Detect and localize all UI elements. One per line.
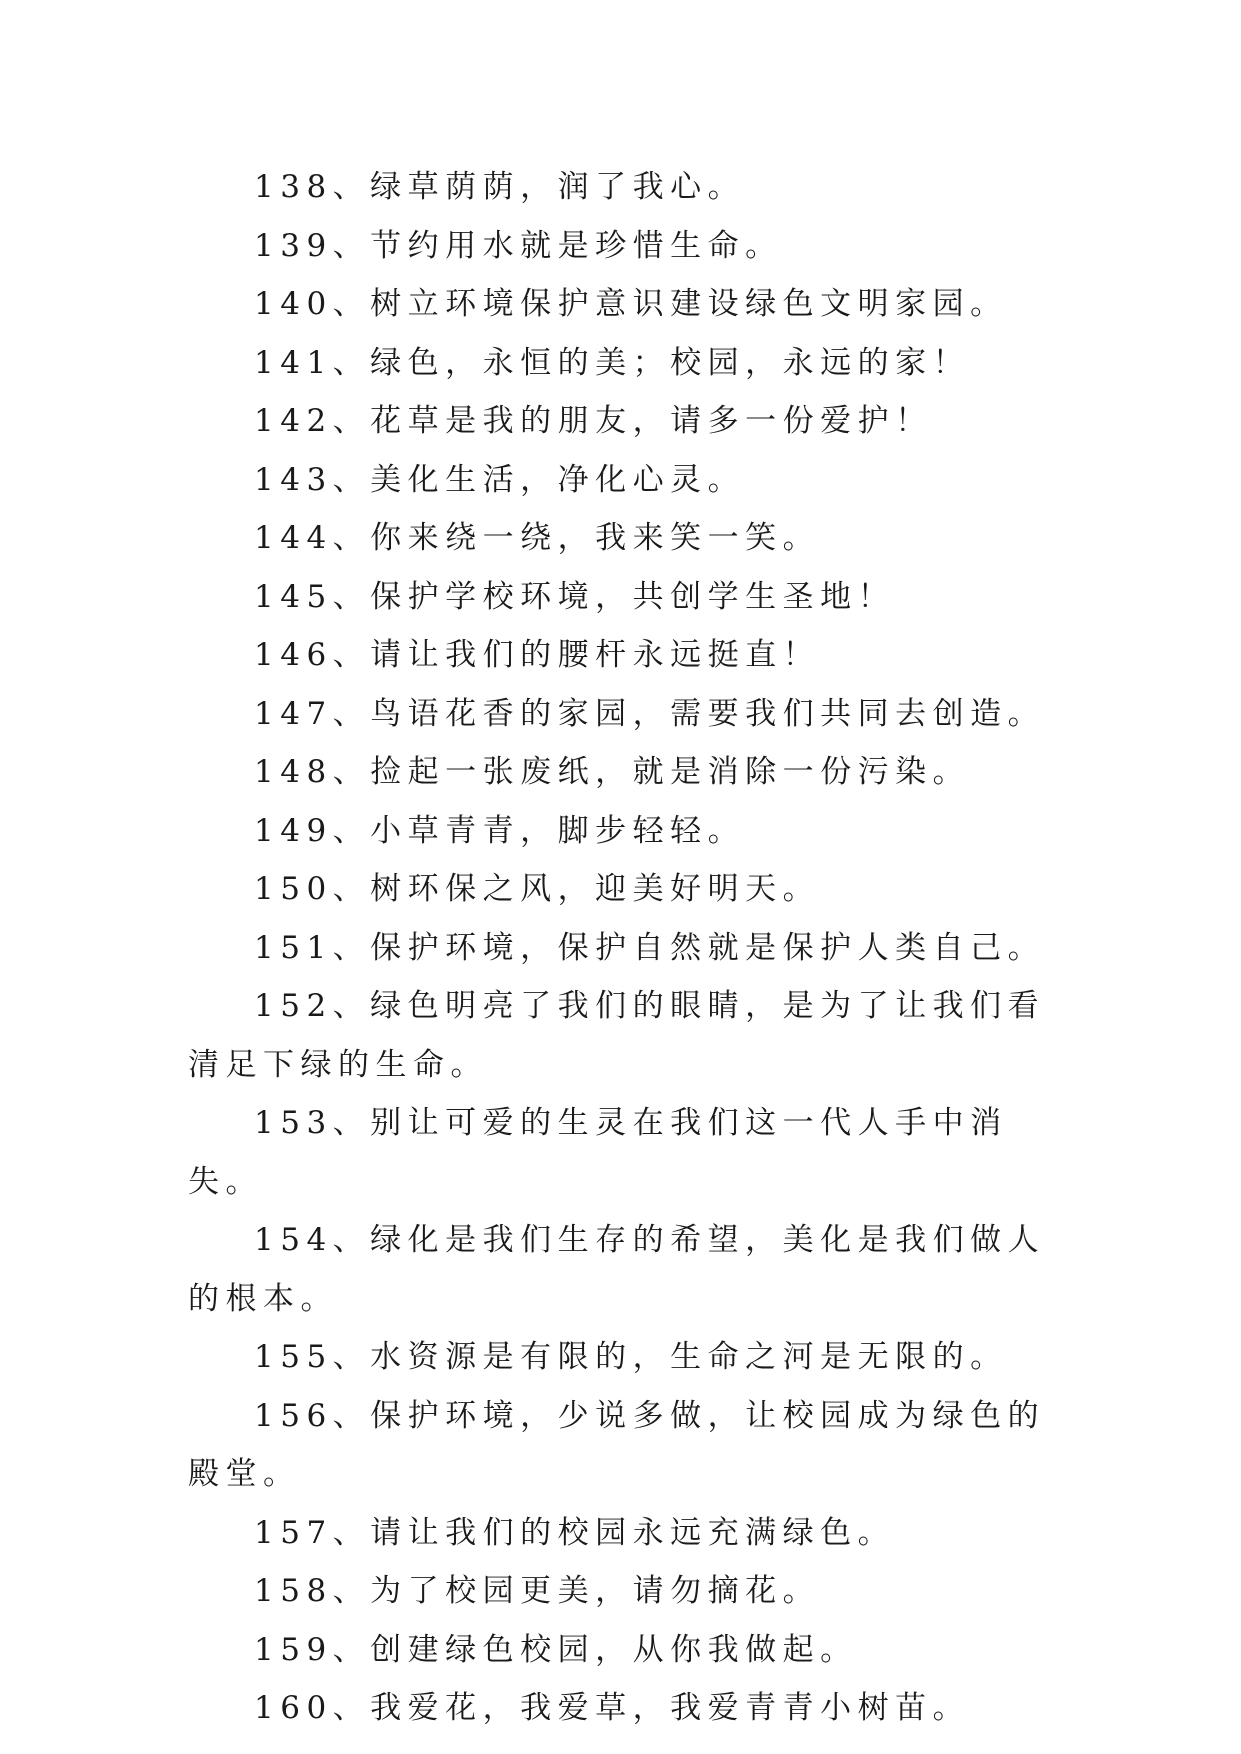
slogan-paragraph: 146、请让我们的腰杆永远挺直！ <box>254 637 821 673</box>
slogan-paragraph: 138、绿草荫荫，润了我心。 <box>254 169 746 205</box>
slogan-paragraph: 142、花草是我的朋友，请多一份爱护！ <box>254 403 933 439</box>
slogan-paragraph: 155、水资源是有限的，生命之河是无限的。 <box>254 1339 1008 1375</box>
slogan-paragraph: 149、小草青青，脚步轻轻。 <box>254 812 746 849</box>
slogan-paragraph: 158、为了校园更美，请勿摘花。 <box>254 1573 821 1609</box>
slogan-paragraph: 141、绿色，永恒的美；校园，永远的家！ <box>254 344 971 381</box>
slogan-paragraph: 154、绿化是我们生存的希望，美化是我们做人的根本。 <box>188 1222 1046 1317</box>
slogan-paragraph: 157、请让我们的校园永远充满绿色。 <box>254 1514 896 1551</box>
slogan-paragraph: 156、保护环境，少说多做，让校园成为绿色的殿堂。 <box>188 1397 1046 1492</box>
slogan-paragraph: 150、树环保之风，迎美好明天。 <box>254 871 821 907</box>
document-body <box>188 158 1068 1738</box>
slogan-paragraph: 140、树立环境保护意识建设绿色文明家园。 <box>254 286 1008 322</box>
slogan-paragraph: 159、创建绿色校园，从你我做起。 <box>254 1631 858 1668</box>
slogan-paragraph: 147、鸟语花香的家园，需要我们共同去创造。 <box>254 695 1046 732</box>
slogan-paragraph: 145、保护学校环境，共创学生圣地！ <box>254 578 896 615</box>
slogan-paragraph: 151、保护环境，保护自然就是保护人类自己。 <box>254 929 1046 966</box>
slogan-paragraph: 144、你来绕一绕，我来笑一笑。 <box>254 520 821 556</box>
slogan-paragraph: 153、别让可爱的生灵在我们这一代人手中消失。 <box>188 1105 1008 1200</box>
slogan-paragraph: 148、捡起一张废纸，就是消除一份污染。 <box>254 754 971 790</box>
slogan-paragraph: 160、我爱花，我爱草，我爱青青小树苗。 <box>254 1690 971 1726</box>
slogan-paragraph: 139、节约用水就是珍惜生命。 <box>254 227 783 264</box>
slogan-paragraph: 143、美化生活，净化心灵。 <box>254 461 746 498</box>
slogan-paragraph: 152、绿色明亮了我们的眼睛，是为了让我们看清足下绿的生命。 <box>188 988 1046 1083</box>
